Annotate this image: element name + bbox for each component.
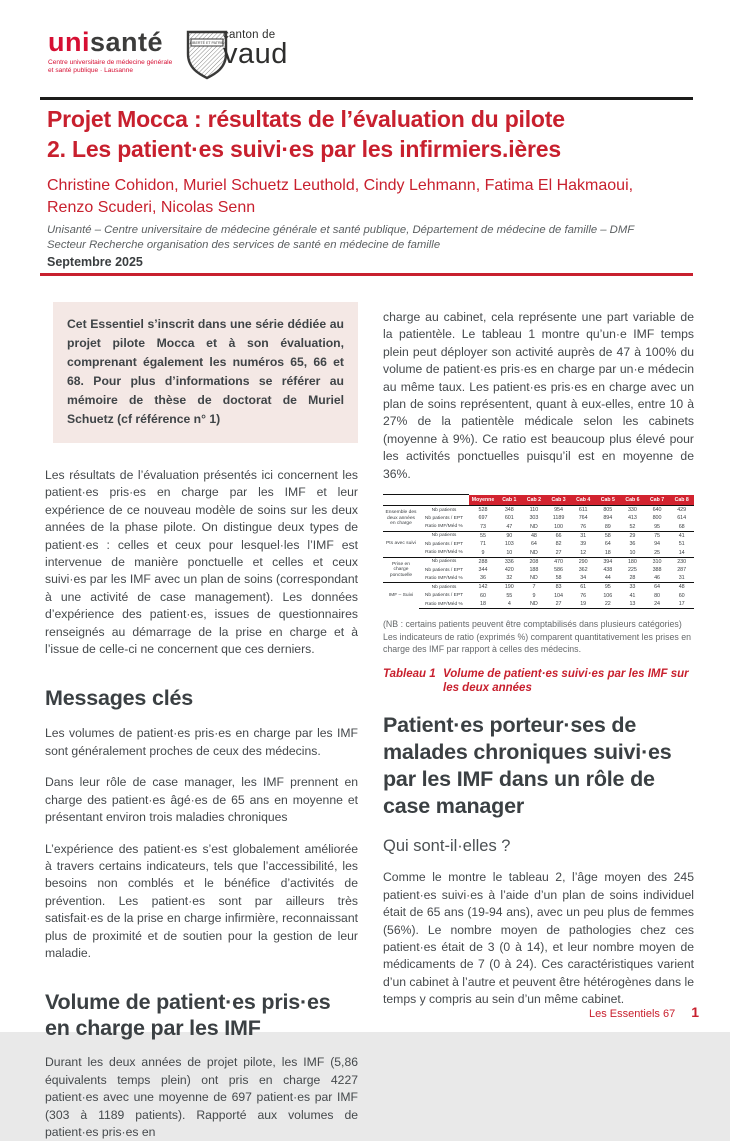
table-cell: ND: [530, 575, 538, 582]
date-divider: [40, 273, 693, 276]
table-cell: 25: [654, 549, 661, 556]
table-cell: 27: [555, 549, 562, 556]
table-metric-label: Nb patients / EPT: [424, 567, 464, 573]
table-row: [383, 557, 694, 566]
table-row: [383, 583, 694, 592]
unisante-wordmark-sante: santé: [90, 27, 164, 57]
table-cell: 55: [506, 592, 513, 599]
table-cell: 39: [580, 541, 587, 548]
table-metric-label: Nb patients / EPT: [424, 541, 464, 547]
table-cell: 95: [596, 583, 621, 592]
table-row: [383, 514, 694, 523]
authors-line2: Renzo Scuderi, Nicolas Senn: [47, 198, 256, 216]
table-cell: 68: [678, 523, 685, 530]
table-header-cell: Cab 2: [522, 495, 547, 506]
table-cell: 13: [620, 600, 645, 609]
vaud-logo-vaud: vaud: [223, 38, 288, 70]
table-cell: 190: [497, 583, 522, 592]
table-caption-label: Tableau 1: [383, 668, 436, 681]
page-title-line1: Projet Mocca : résultats de l’évaluation du pilote: [47, 106, 565, 132]
vaud-logo-text: [223, 29, 288, 70]
publication-date: Septembre 2025: [47, 255, 143, 269]
table-cell: 36: [629, 541, 636, 548]
table-cell: 60: [480, 592, 486, 599]
table-cell: 51: [678, 541, 685, 548]
unisante-wordmark: [48, 28, 172, 56]
table-cell: 71: [480, 541, 486, 548]
table-cell: 64: [604, 541, 611, 548]
table-cell: 64: [645, 583, 670, 592]
table-cell: 303: [529, 515, 539, 522]
table-cell: 94: [654, 541, 661, 548]
table-cell: 188: [529, 567, 539, 574]
table-cell: 75: [645, 531, 670, 540]
table-header-stub: [419, 495, 469, 506]
table-cell: 52: [629, 523, 636, 530]
table-cell: 28: [629, 575, 636, 582]
right-column: [383, 302, 694, 1009]
table-cell: 14: [678, 549, 685, 556]
table-header-cell: Cab 4: [571, 495, 596, 506]
who-are-they-paragraph: Comme le montre le tableau 2, l’âge moyen des 245 patient·es suivi·es à l’aide d’un plan de soins individuel était de 65 ans (19-94 ans), avec un peu plus de femmes (56%). Le nombre moyen de pathologies chez ces patient·es était de 3 (0 à 14), et leur nombre moyen de médicaments de 7 (0 à 24). Ces caractéristiques varient d’un cabinet à l’autre et peuvent être hétérogènes dans le temps y compris au sein d’un même cabinet.: [383, 870, 695, 1007]
table-header-row: [383, 495, 694, 506]
table-metric-label: Ratio IMF/Méd %: [425, 550, 463, 556]
unisante-logo: [48, 28, 172, 75]
table-note: [383, 618, 694, 655]
table-header-cell: Cab 3: [546, 495, 571, 506]
table-cell: 142: [469, 583, 497, 592]
table-row: [383, 566, 694, 575]
table-cell: 106: [603, 592, 613, 599]
page-title: [47, 104, 687, 164]
table-row: [383, 531, 694, 540]
table-cell: ND: [522, 600, 547, 609]
table-cell: 208: [522, 557, 547, 566]
table-cell: 180: [620, 557, 645, 566]
table-cell: 47: [506, 523, 513, 530]
table-cell: 76: [580, 592, 587, 599]
authors: [47, 175, 707, 218]
table-cell: 429: [669, 506, 694, 515]
table-header-cell: Cab 6: [620, 495, 645, 506]
table-cell: ND: [530, 523, 538, 530]
table-cell: 60: [678, 592, 685, 599]
series-label: Les Essentiels 67: [588, 1008, 676, 1020]
table-1: [383, 494, 694, 609]
table-header-cell: Moyenne: [469, 495, 497, 506]
table-cell: 764: [578, 515, 588, 522]
table-cell: 66: [546, 531, 571, 540]
table-group-label: Pts avec suivi: [383, 531, 419, 557]
table-cell: 288: [469, 557, 497, 566]
continuation-paragraph: charge au cabinet, cela représente une part variable de la patientèle. Le tableau 1 montre qu’un·e IMF temps plein peut déployer son activité auprès de 47 à 100% du volume de patient·es pris·es en charge par un·e médecin au même taux. Les patient·es pris·es en charge avec un plan de soins représentent, quant à eux-elles, entre 10 à 27% de la patientèle médicale selon les cabinets (moyenne à 9%). Ce ratio est beaucoup plus élevé pour les activités ponctuelles puisqu’il est en moyenne de 36%.: [383, 310, 694, 481]
table-cell: 73: [480, 523, 486, 530]
table-cell: 470: [546, 557, 571, 566]
table-cell: 17: [669, 600, 694, 609]
table-cell: 48: [669, 583, 694, 592]
table-cell: 894: [603, 515, 613, 522]
table-cell: 29: [620, 531, 645, 540]
table-cell: 4: [497, 600, 522, 609]
table-cell: 82: [555, 541, 562, 548]
affiliation: [47, 223, 707, 252]
table-cell: 103: [504, 541, 514, 548]
table-metric-label: Nb patients / EPT: [424, 593, 464, 599]
messages-cles-heading: Messages clés: [45, 686, 194, 711]
table-cell: 388: [652, 567, 662, 574]
highlight-box: Cet Essentiel s’inscrit dans une série dédiée au projet pilote Mocca et à son évaluation, comprenant également les numéros 65, 66 et 68. Pour plus d’informations se référer au mémoire de thèse de doctorat de Muriel Schuetz (cf référence n° 1): [53, 302, 358, 443]
table-cell: 287: [677, 567, 687, 574]
table-cell: 55: [469, 531, 497, 540]
table-cell: 31: [678, 575, 685, 582]
table-cell: 58: [555, 575, 562, 582]
table-cell: 27: [546, 600, 571, 609]
table-cell: 12: [580, 549, 587, 556]
table-cell: 362: [578, 567, 588, 574]
authors-line1: Christine Cohidon, Muriel Schuetz Leuthold, Cindy Lehmann, Fatima El Hakmaoui,: [47, 177, 634, 194]
table-cell: 31: [571, 531, 596, 540]
vaud-shield-icon: [186, 30, 228, 80]
message-paragraph-3: L’expérience des patient·es s’est globalement améliorée à travers certains indicateurs, tels que l’accessibilité, les besoins non comblés et le bénéfice d’activités de prévention. Les patient·es sont par ailleurs très satisfait·es de la prise en charge infirmière, reconnaissant plus de proximité et de soutien pour la gestion de leur maladie.: [45, 841, 358, 960]
vaud-logo: [186, 30, 288, 80]
table-cell: 64: [530, 541, 537, 548]
table-cell: 7: [522, 583, 547, 592]
table-cell: 19: [571, 600, 596, 609]
table-metric-label: Nb patients / EPT: [424, 515, 464, 521]
table-group-label: Ensemble des deux années en charge: [383, 506, 419, 532]
table-row: [383, 540, 694, 549]
table-metric-label: Nb patients: [419, 583, 469, 592]
table-cell: 413: [627, 515, 637, 522]
table-caption-text: Volume de patient·es suivi·es par les IMF sur les deux années: [443, 668, 689, 695]
page-number: 1: [691, 1004, 699, 1020]
table-cell: 18: [469, 600, 497, 609]
table-cell: 95: [654, 523, 661, 530]
table-note-rest: Les indicateurs de ratio (exprimés %) comparent quantitativement les prises en charge des IMF par rapport à celles des médecins.: [383, 631, 692, 654]
table-caption: [383, 667, 694, 695]
table-cell: 225: [627, 567, 637, 574]
table-row: [383, 600, 694, 609]
table-cell: 32: [506, 575, 513, 582]
table-cell: 528: [469, 506, 497, 515]
unisante-tagline-line1: Centre universitaire de médecine générale: [48, 59, 173, 66]
table-cell: 420: [504, 567, 514, 574]
unisante-tagline-line2: et santé publique · Lausanne: [48, 67, 134, 74]
table-cell: 330: [620, 506, 645, 515]
table-cell: 76: [580, 523, 587, 530]
who-are-they-subheading: Qui sont-il·elles ?: [383, 837, 511, 856]
volume-table: [383, 494, 694, 609]
table-header-cell: Cab 5: [596, 495, 621, 506]
table-cell: 110: [522, 506, 547, 515]
table-cell: 954: [546, 506, 571, 515]
vaud-logo-canton-de: canton de: [223, 29, 276, 41]
table-cell: 18: [604, 549, 611, 556]
vaud-shield-motto: LIBERTÉ ET PATRIE: [190, 41, 224, 46]
table-cell: 438: [603, 567, 613, 574]
table-cell: 46: [654, 575, 661, 582]
table-cell: 10: [629, 549, 636, 556]
table-cell: 83: [546, 583, 571, 592]
table-cell: 9: [532, 592, 536, 599]
top-divider: [40, 97, 693, 100]
table-header-cell: Cab 1: [497, 495, 522, 506]
table-cell: 290: [571, 557, 596, 566]
affiliation-line2: Secteur Recherche organisation des services de santé en médecine de famille: [47, 238, 441, 251]
table-row: [383, 506, 694, 515]
table-metric-label: Nb patients: [419, 557, 469, 566]
table-cell: 58: [596, 531, 621, 540]
table-cell: 697: [478, 515, 488, 522]
table-cell: 41: [629, 592, 636, 599]
table-header-cell: Cab 7: [645, 495, 670, 506]
table-cell: 1189: [552, 515, 565, 522]
table-cell: 33: [620, 583, 645, 592]
table-cell: 41: [669, 531, 694, 540]
left-column: [45, 302, 358, 1141]
table-cell: 10: [506, 549, 513, 556]
table-cell: 336: [497, 557, 522, 566]
table-cell: 89: [604, 523, 611, 530]
table-cell: 100: [554, 523, 564, 530]
table-cell: 230: [669, 557, 694, 566]
table-cell: 310: [645, 557, 670, 566]
table-cell: 22: [596, 600, 621, 609]
table-cell: 44: [604, 575, 611, 582]
table-metric-label: Nb patients: [419, 506, 469, 515]
table-cell: 601: [504, 515, 514, 522]
table-cell: ND: [530, 549, 538, 556]
affiliation-line1: Unisanté – Centre universitaire de médecine générale et santé publique, Département de médecine de famille – DMF: [47, 224, 635, 236]
table-cell: 614: [677, 515, 687, 522]
table-cell: 24: [645, 600, 670, 609]
table-cell: 90: [497, 531, 522, 540]
table-header-stub: [383, 495, 419, 506]
table-cell: 80: [654, 592, 661, 599]
table-cell: 36: [480, 575, 486, 582]
table-row: [383, 523, 694, 532]
table-row: [383, 574, 694, 583]
table-cell: 104: [554, 592, 564, 599]
message-paragraph-1: Les volumes de patient·es pris·es en charge par les IMF sont généralement proches de ceux des médecins.: [45, 726, 358, 758]
table-cell: 344: [478, 567, 488, 574]
table-group-label: Prise en charge ponctuelle: [383, 557, 419, 583]
unisante-tagline: [48, 59, 172, 75]
table-header-cell: Cab 8: [669, 495, 694, 506]
table-cell: 348: [497, 506, 522, 515]
table-metric-label: Nb patients: [419, 531, 469, 540]
table-cell: 611: [571, 506, 596, 515]
message-paragraph-2: Dans leur rôle de case manager, les IMF prennent en charge des patient·es âgé·es de 65 ans en moyenne et présentant environ trois maladies chroniques: [45, 775, 358, 825]
volume-heading: Volume de patient·es pris·es en charge par les IMF: [45, 990, 331, 1041]
table-cell: 800: [652, 515, 662, 522]
table-cell: 805: [596, 506, 621, 515]
table-cell: 9: [481, 549, 485, 556]
table-cell: 61: [571, 583, 596, 592]
table-row: [383, 549, 694, 558]
table-metric-label: Ratio IMF/Méd %: [419, 600, 469, 609]
table-note-line1: (NB : certains patients peuvent être comptabilisés dans plusieurs catégories): [383, 619, 682, 630]
table-cell: 640: [645, 506, 670, 515]
table-cell: 34: [580, 575, 587, 582]
page-title-line2: 2. Les patient·es suivi·es par les infirmiers.ières: [47, 136, 561, 162]
table-group-label: IMF – Suivi: [383, 583, 419, 609]
table-cell: 48: [522, 531, 547, 540]
chronic-patients-heading: Patient·es porteur·ses de malades chroniques suivi·es par les IMF dans un rôle de case manager: [383, 713, 672, 819]
unisante-wordmark-uni: uni: [48, 27, 90, 57]
table-row: [383, 592, 694, 601]
intro-paragraph: Les résultats de l’évaluation présentés ici concernent les patient·es pris·es en charge par les IMF et leur expérience de ce nouveau modèle de soins sur les deux années de la phase pilote. On distingue deux types de patient·es : celles et ceux pour lesquel·les l’IMF est intervenue de manière ponctuelle et celles et ceux suivi·es par les IMF avec un plan de soins (correspondant à une activité de case management). Les données d’expérience des patient·es, issues de questionnaires renseignés au démarrage de la prise en charge et à l’issue de celle-ci ne concernent que ces derniers.: [45, 468, 358, 657]
table-cell: 586: [554, 567, 564, 574]
table-metric-label: Ratio IMF/Méd %: [425, 575, 463, 581]
table-cell: 394: [596, 557, 621, 566]
volume-paragraph: Durant les deux années de projet pilote, les IMF (5,86 équivalents temps plein) ont pris en charge 4227 patient·es avec une moyenne de 697 patient·es par IMF (303 à 1189 patients). Rapporté aux volumes de patient·es pris·es en: [45, 1055, 358, 1139]
page-footer: [589, 1004, 699, 1020]
table-metric-label: Ratio IMF/Méd %: [425, 524, 463, 530]
